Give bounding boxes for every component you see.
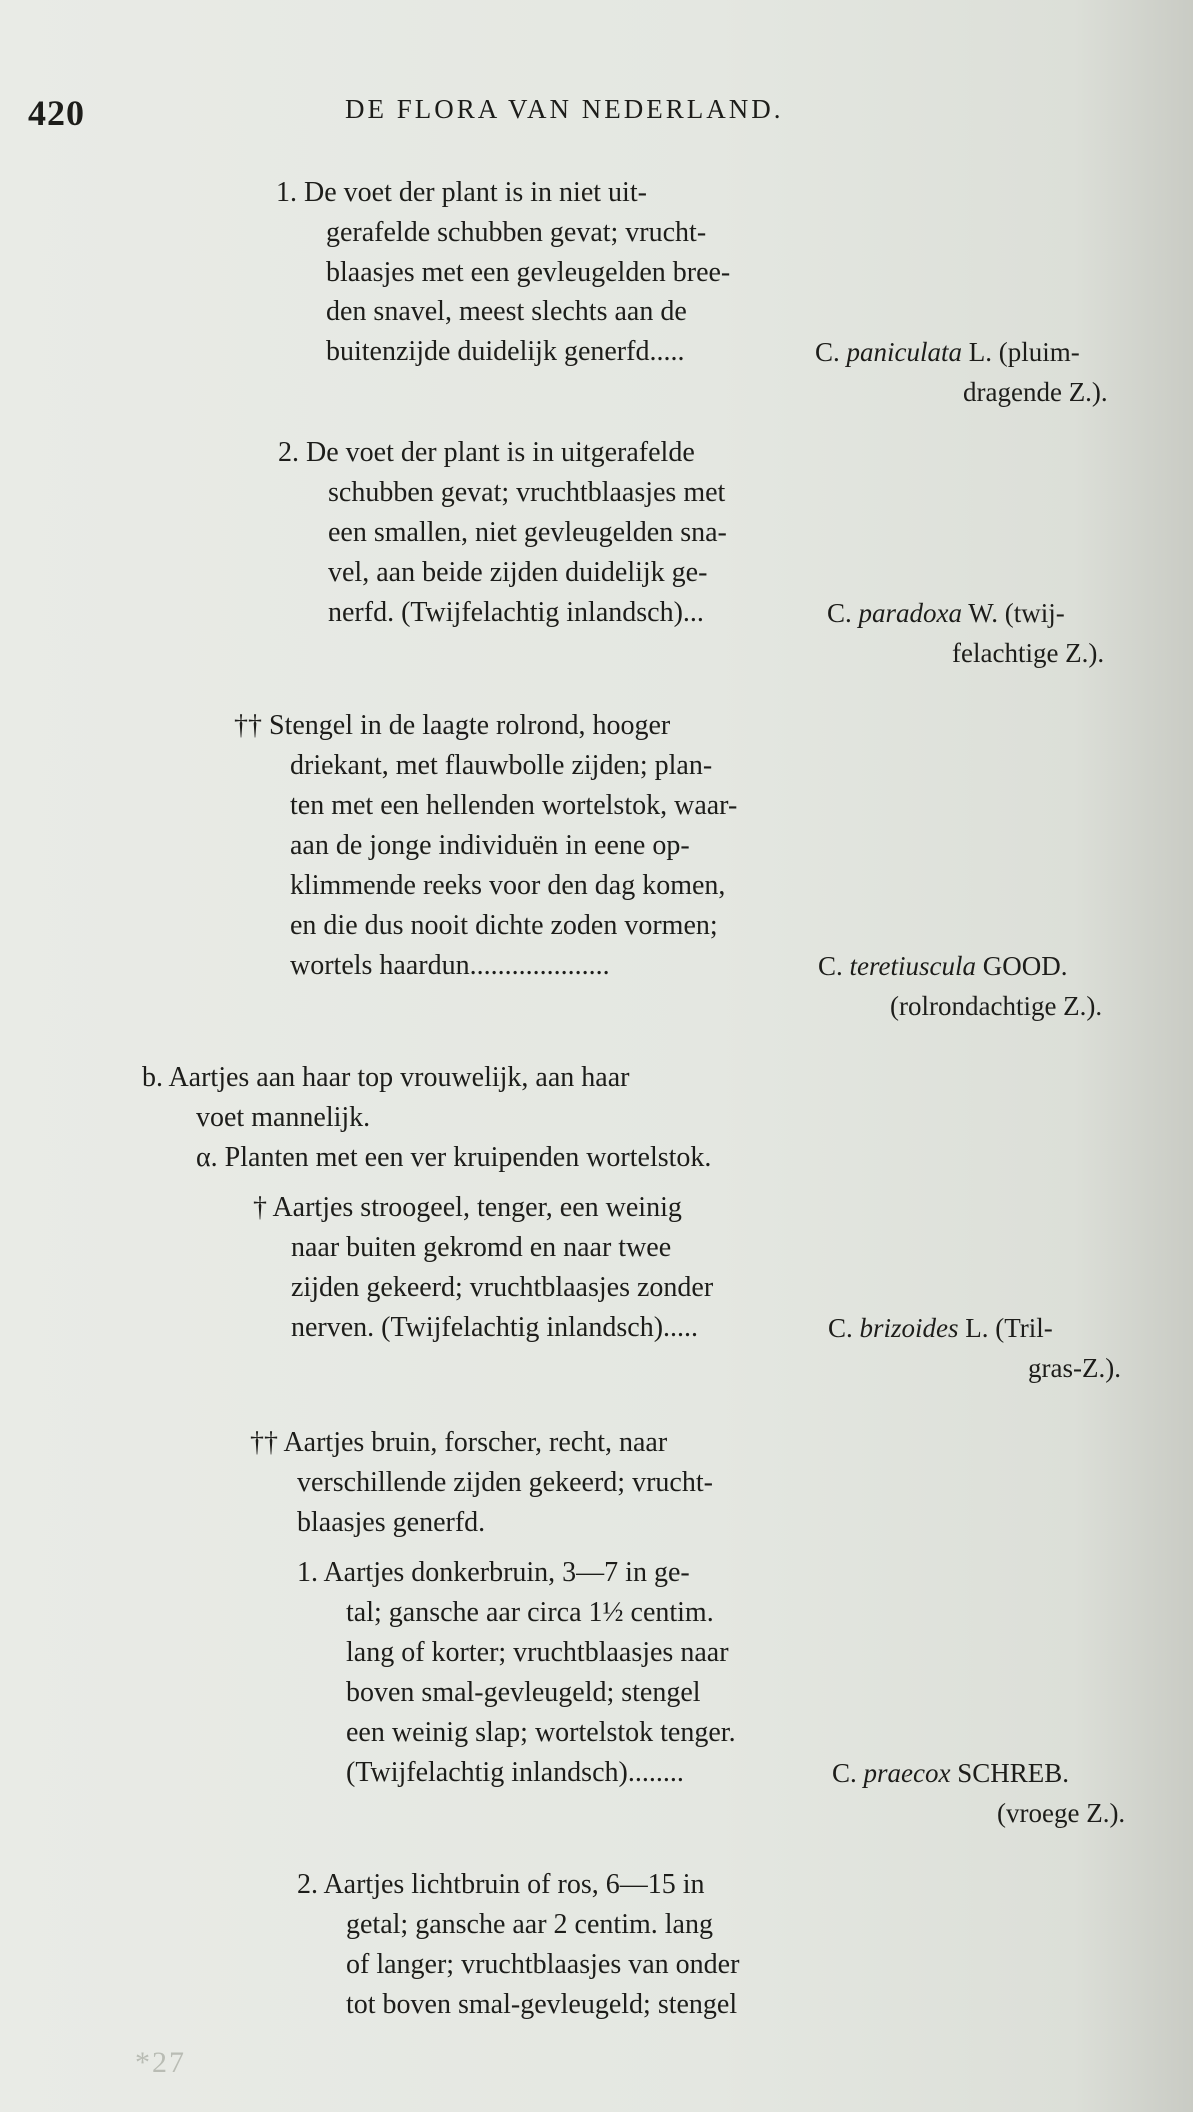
species-common-name: gras-Z.). — [1028, 1353, 1121, 1383]
species-name: C. paniculata L. (pluim- — [815, 337, 1080, 367]
entry-1-line-1: 1. De voet der plant is in niet uit- — [276, 177, 647, 208]
species-common-name: dragende Z.). — [963, 377, 1108, 407]
entry-5-line-1: †† Aartjes bruin, forscher, recht, naar — [250, 1427, 668, 1458]
entry-2-line-4: vel, aan beide zijden duidelijk ge- — [328, 557, 708, 588]
entry-4-line-2: voet mannelijk. — [196, 1102, 371, 1133]
entry-3-line-1: †† Stengel in de laagte rolrond, hooger — [234, 710, 671, 741]
entry-6-line-1: 2. Aartjes lichtbruin of ros, 6—15 in — [297, 1869, 705, 1900]
page-number: 420 — [28, 93, 85, 133]
entry-5-line-4: 1. Aartjes donkerbruin, 3—7 in ge- — [297, 1557, 690, 1588]
entry-1-line-2: gerafelde schubben gevat; vrucht- — [326, 217, 707, 248]
entry-3-line-7: wortels haardun.................... — [290, 950, 610, 981]
species-name: C. praecox SCHREB. — [832, 1758, 1070, 1788]
entry-6-line-3: of langer; vruchtblaasjes van onder — [346, 1949, 740, 1980]
entry-3-line-3: ten met een hellenden wortelstok, waar- — [290, 790, 738, 821]
entry-1-line-3: blaasjes met een gevleugelden bree- — [326, 257, 731, 288]
entry-2-line-2: schubben gevat; vruchtblaasjes met — [328, 477, 726, 508]
running-title: DE FLORA VAN NEDERLAND. — [345, 94, 784, 124]
entry-5-line-3: blaasjes generfd. — [297, 1507, 486, 1538]
entry-3-line-6: en die dus nooit dichte zoden vormen; — [290, 910, 718, 941]
entry-5-line-6: lang of korter; vruchtblaasjes naar — [346, 1637, 729, 1668]
entry-6-line-2: getal; gansche aar 2 centim. lang — [346, 1909, 713, 1940]
entry-1-line-5: buitenzijde duidelijk generfd..... — [326, 336, 685, 367]
entry-4-line-5: naar buiten gekromd en naar twee — [291, 1232, 672, 1263]
entry-3-line-2: driekant, met flauwbolle zijden; plan- — [290, 750, 713, 781]
entry-1-line-4: den snavel, meest slechts aan de — [326, 296, 687, 327]
species-name: C. teretiuscula GOOD. — [818, 951, 1068, 981]
entry-2-line-3: een smallen, niet gevleugelden sna- — [328, 517, 727, 548]
species-common-name: (vroege Z.). — [997, 1798, 1126, 1828]
species-name: C. paradoxa W. (twij- — [827, 598, 1065, 628]
signature-mark: *27 — [135, 2046, 186, 2079]
entry-5-line-5: tal; gansche aar circa 1½ centim. — [346, 1597, 714, 1628]
entry-5-line-9: (Twijfelachtig inlandsch)........ — [346, 1757, 684, 1788]
entry-4-line-1: b. Aartjes aan haar top vrouwelijk, aan haar — [142, 1062, 630, 1093]
entry-2-line-1: 2. De voet der plant is in uitgerafelde — [278, 437, 695, 468]
species-common-name: (rolrondachtige Z.). — [890, 991, 1103, 1021]
entry-5-line-2: verschillende zijden gekeerd; vrucht- — [297, 1467, 713, 1498]
entry-5-line-7: boven smal-gevleugeld; stengel — [346, 1677, 701, 1708]
entry-4-line-6: zijden gekeerd; vruchtblaasjes zonder — [291, 1272, 714, 1303]
entry-4-line-7: nerven. (Twijfelachtig inlandsch)..... — [291, 1312, 699, 1343]
entry-2-line-5: nerfd. (Twijfelachtig inlandsch)... — [328, 597, 704, 628]
entry-4-line-3: α. Planten met een ver kruipenden wortelstok. — [196, 1142, 712, 1173]
entry-5-line-8: een weinig slap; wortelstok tenger. — [346, 1717, 736, 1748]
entry-4-line-4: † Aartjes stroogeel, tenger, een weinig — [253, 1192, 682, 1223]
entry-3-line-5: klimmende reeks voor den dag komen, — [290, 870, 726, 901]
species-name: C. brizoides L. (Tril- — [828, 1313, 1053, 1343]
entry-3-line-4: aan de jonge individuën in eene op- — [290, 830, 690, 861]
species-common-name: felachtige Z.). — [952, 638, 1105, 668]
entry-6-line-4: tot boven smal-gevleugeld; stengel — [346, 1989, 738, 2020]
